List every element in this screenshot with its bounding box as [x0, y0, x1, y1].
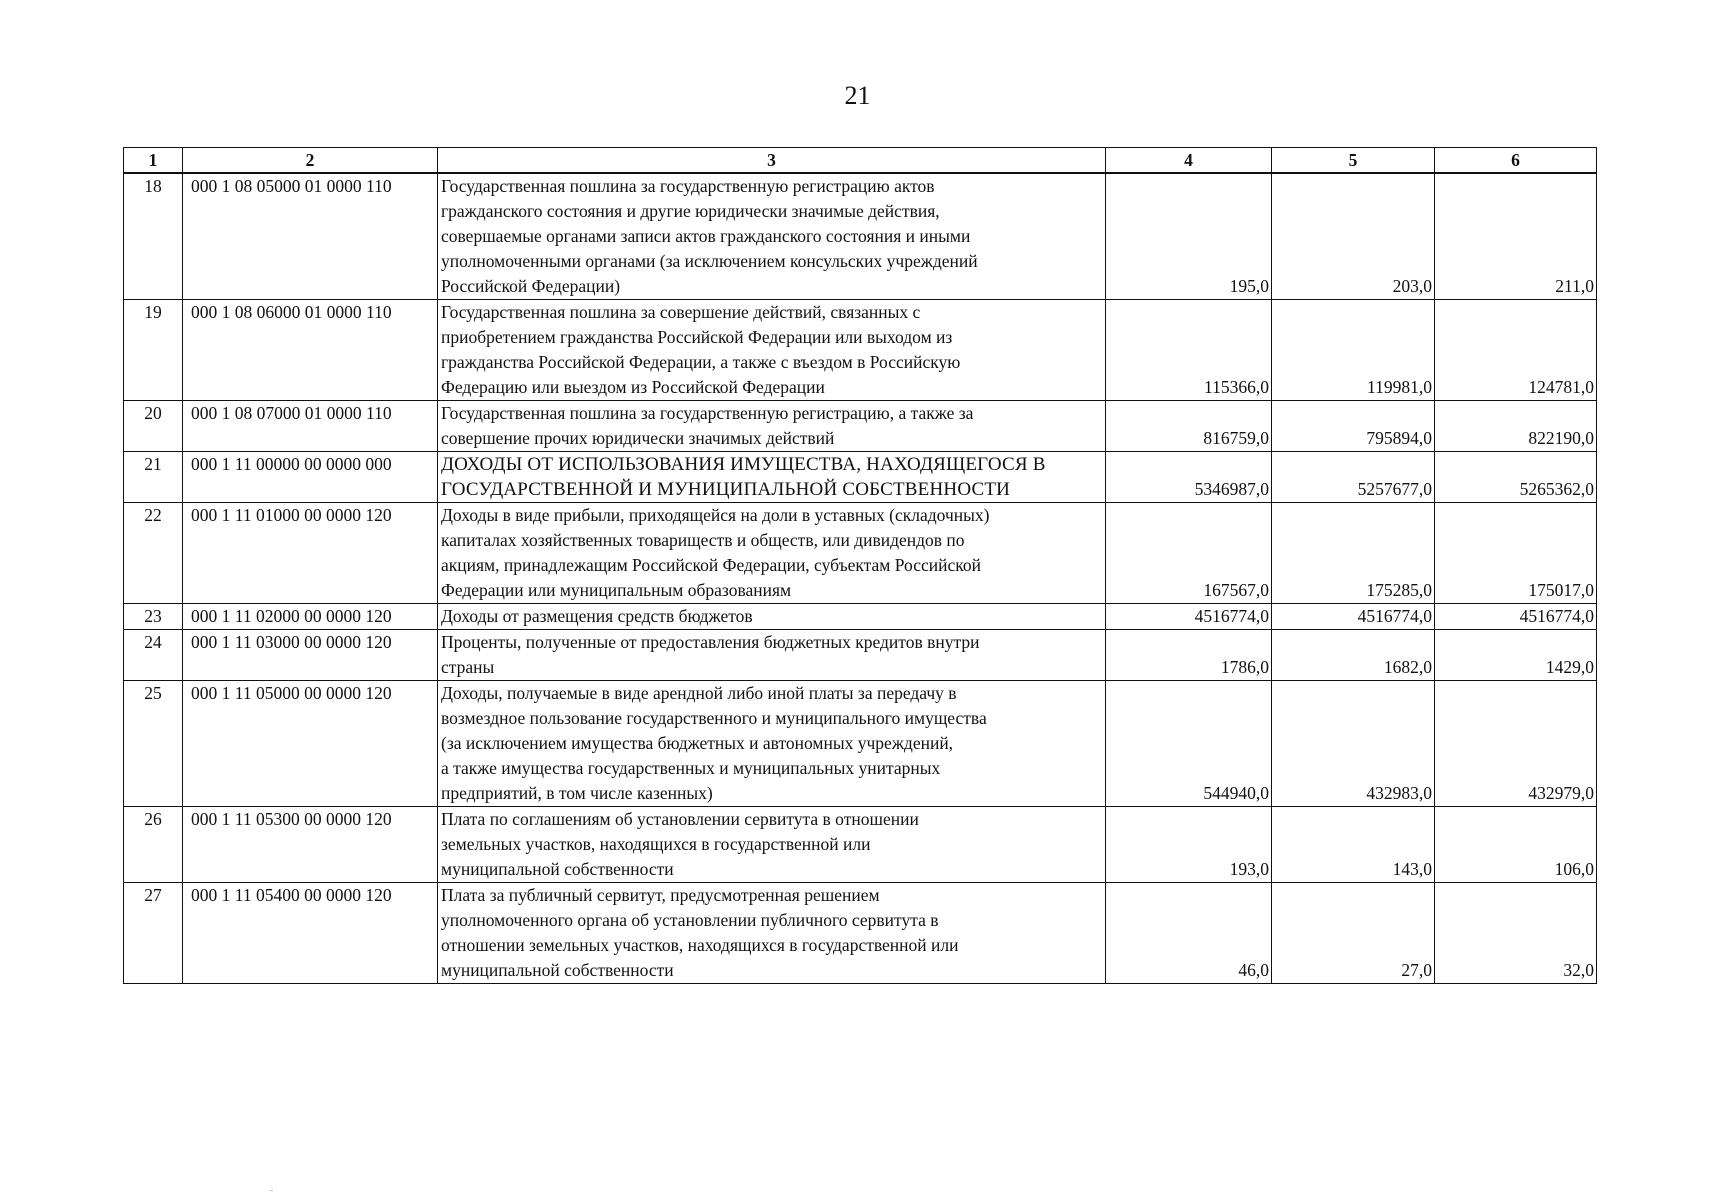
header-col-1: 1	[124, 148, 183, 174]
value-col-5: 143,0	[1272, 807, 1435, 883]
budget-code: 000 1 08 06000 01 0000 110	[183, 300, 438, 401]
row-number: 27	[124, 883, 183, 984]
revenue-name-line: Проценты, полученные от предоставления бюджетных кредитов внутри	[441, 632, 980, 652]
table-row	[124, 630, 1597, 681]
table-row	[124, 681, 1597, 807]
value-col-6: 106,0	[1435, 807, 1597, 883]
table-row	[124, 300, 1597, 401]
value-col-6: 32,0	[1435, 883, 1597, 984]
row-number: 23	[124, 604, 183, 630]
value-col-6: 1429,0	[1435, 630, 1597, 681]
table-row	[124, 807, 1597, 883]
revenue-name-cell	[438, 503, 1106, 604]
revenue-name-line: гражданства Российской Федерации, а также с въездом в Российскую	[441, 352, 961, 372]
budget-code: 000 1 11 02000 00 0000 120	[183, 604, 438, 630]
budget-code: 000 1 11 05400 00 0000 120	[183, 883, 438, 984]
value-col-4: 195,0	[1106, 173, 1272, 300]
revenue-name-line: приобретением гражданства Российской Федерации или выходом из	[441, 327, 953, 347]
table-row	[124, 452, 1597, 503]
row-number: 18	[124, 173, 183, 300]
header-col-2: 2	[183, 148, 438, 174]
budget-code: 000 1 11 05300 00 0000 120	[183, 807, 438, 883]
budget-code: 000 1 11 05000 00 0000 120	[183, 681, 438, 807]
value-col-5: 203,0	[1272, 173, 1435, 300]
revenue-name-cell	[438, 401, 1106, 452]
value-col-5: 432983,0	[1272, 681, 1435, 807]
revenue-name-line: акциям, принадлежащим Российской Федерации, субъектам Российской	[441, 555, 981, 575]
row-number: 20	[124, 401, 183, 452]
value-col-6: 211,0	[1435, 173, 1597, 300]
row-number: 25	[124, 681, 183, 807]
revenue-name-line: ДОХОДЫ ОТ ИСПОЛЬЗОВАНИЯ ИМУЩЕСТВА, НАХОДЯЩЕГОСЯ В	[441, 454, 1046, 475]
revenue-name-line: страны	[441, 657, 495, 677]
value-col-6: 822190,0	[1435, 401, 1597, 452]
revenue-name-line: совершение прочих юридически значимых действий	[441, 428, 835, 448]
value-col-5: 119981,0	[1272, 300, 1435, 401]
header-col-4: 4	[1106, 148, 1272, 174]
revenue-name-line: уполномоченного органа об установлении публичного сервитута в	[441, 910, 939, 930]
revenue-name-cell	[438, 452, 1106, 503]
value-col-6: 4516774,0	[1435, 604, 1597, 630]
revenue-name-cell	[438, 807, 1106, 883]
budget-code: 000 1 08 05000 01 0000 110	[183, 173, 438, 300]
revenue-name-line: Доходы в виде прибыли, приходящейся на доли в уставных (складочных)	[441, 505, 990, 525]
value-col-6: 5265362,0	[1435, 452, 1597, 503]
revenue-name-line: муниципальной собственности	[441, 859, 674, 879]
revenue-name-cell	[438, 681, 1106, 807]
table-body	[124, 173, 1597, 984]
revenue-name-line: Федерации или муниципальным образованиям	[441, 580, 792, 600]
revenue-name-line: капиталах хозяйственных товариществ и обществ, или дивидендов по	[441, 530, 965, 550]
revenue-name-line: Плата за публичный сервитут, предусмотренная решением	[441, 885, 880, 905]
budget-code: 000 1 11 01000 00 0000 120	[183, 503, 438, 604]
value-col-4: 1786,0	[1106, 630, 1272, 681]
table-row	[124, 401, 1597, 452]
revenue-name-line: отношении земельных участков, находящихся в государственной или	[441, 935, 959, 955]
value-col-4: 816759,0	[1106, 401, 1272, 452]
revenue-name-line: ГОСУДАРСТВЕННОЙ И МУНИЦИПАЛЬНОЙ СОБСТВЕННОСТИ	[441, 479, 1011, 500]
value-col-6: 432979,0	[1435, 681, 1597, 807]
revenue-name-line: Государственная пошлина за совершение действий, связанных с	[441, 302, 921, 322]
revenue-name-line: земельных участков, находящихся в государственной или	[441, 834, 871, 854]
table-header-row	[124, 148, 1597, 174]
value-col-5: 5257677,0	[1272, 452, 1435, 503]
budget-revenue-table	[123, 147, 1597, 984]
revenue-name-cell	[438, 883, 1106, 984]
revenue-name-line: Доходы от размещения средств бюджетов	[441, 606, 753, 626]
row-number: 19	[124, 300, 183, 401]
value-col-4: 167567,0	[1106, 503, 1272, 604]
revenue-name-line: Федерацию или выездом из Российской Федерации	[441, 377, 825, 397]
revenue-name-cell	[438, 630, 1106, 681]
budget-code: 000 1 11 00000 00 0000 000	[183, 452, 438, 503]
revenue-name-cell	[438, 604, 1106, 630]
revenue-name-line: возмездное пользование государственного и муниципального имущества	[441, 708, 987, 728]
header-col-3: 3	[438, 148, 1106, 174]
row-number: 21	[124, 452, 183, 503]
value-col-6: 175017,0	[1435, 503, 1597, 604]
value-col-4: 193,0	[1106, 807, 1272, 883]
revenue-name-line: (за исключением имущества бюджетных и автономных учреждений,	[441, 733, 954, 753]
value-col-4: 115366,0	[1106, 300, 1272, 401]
value-col-5: 795894,0	[1272, 401, 1435, 452]
budget-code: 000 1 08 07000 01 0000 110	[183, 401, 438, 452]
value-col-4: 5346987,0	[1106, 452, 1272, 503]
value-col-5: 4516774,0	[1272, 604, 1435, 630]
revenue-name-line: предприятий, в том числе казенных)	[441, 783, 713, 803]
value-col-4: 544940,0	[1106, 681, 1272, 807]
page-number: 21	[844, 81, 871, 110]
table-row	[124, 503, 1597, 604]
value-col-4: 4516774,0	[1106, 604, 1272, 630]
header-col-6: 6	[1435, 148, 1597, 174]
row-number: 22	[124, 503, 183, 604]
value-col-5: 27,0	[1272, 883, 1435, 984]
revenue-name-cell	[438, 300, 1106, 401]
budget-code: 000 1 11 03000 00 0000 120	[183, 630, 438, 681]
row-number: 26	[124, 807, 183, 883]
value-col-4: 46,0	[1106, 883, 1272, 984]
header-col-5: 5	[1272, 148, 1435, 174]
revenue-name-line: Государственная пошлина за государственную регистрацию, а также за	[441, 403, 974, 423]
revenue-name-cell	[438, 173, 1106, 300]
scan-artifact	[270, 1190, 273, 1191]
row-number: 24	[124, 630, 183, 681]
revenue-name-line: уполномоченными органами (за исключением консульских учреждений	[441, 251, 978, 271]
revenue-name-line: муниципальной собственности	[441, 960, 674, 980]
revenue-name-line: совершаемые органами записи актов гражданского состояния и иными	[441, 226, 971, 246]
revenue-name-line: Доходы, получаемые в виде арендной либо иной платы за передачу в	[441, 683, 957, 703]
value-col-6: 124781,0	[1435, 300, 1597, 401]
value-col-5: 1682,0	[1272, 630, 1435, 681]
value-col-5: 175285,0	[1272, 503, 1435, 604]
table-row	[124, 173, 1597, 300]
table-row	[124, 883, 1597, 984]
revenue-name-line: Плата по соглашениям об установлении сервитута в отношении	[441, 809, 919, 829]
revenue-name-line: а также имущества государственных и муниципальных унитарных	[441, 758, 941, 778]
revenue-name-line: Российской Федерации)	[441, 276, 621, 296]
table-row	[124, 604, 1597, 630]
revenue-name-line: гражданского состояния и другие юридически значимые действия,	[441, 201, 940, 221]
revenue-name-line: Государственная пошлина за государственную регистрацию актов	[441, 176, 935, 196]
